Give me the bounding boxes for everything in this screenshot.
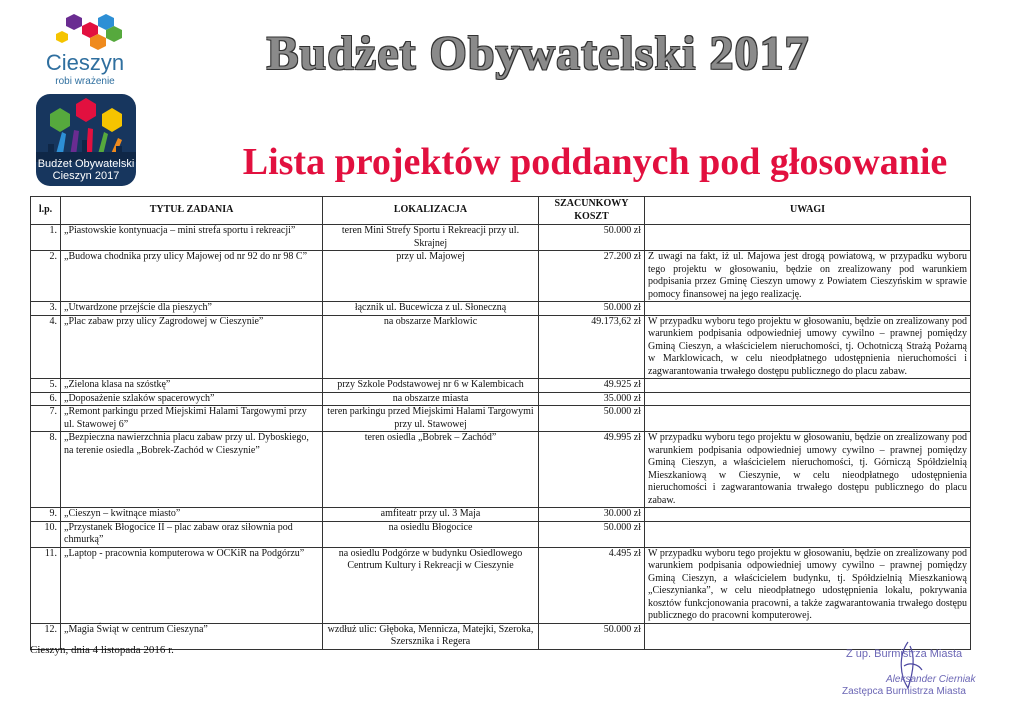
cell-cost: 50.000 zł <box>539 521 645 547</box>
cell-notes <box>645 521 971 547</box>
table-row <box>31 379 971 393</box>
cell-notes <box>645 392 971 406</box>
cell-location: na obszarze Marklowic <box>323 315 539 379</box>
cell-title: „Piastowskie kontynuacja – mini strefa sportu i rekreacji” <box>61 225 323 251</box>
cell-title: „Zielona klasa na szóstkę” <box>61 379 323 393</box>
cell-lp: 6. <box>31 392 61 406</box>
cell-lp: 12. <box>31 623 61 649</box>
cell-lp: 1. <box>31 225 61 251</box>
cell-location: łącznik ul. Bucewicza z ul. Słoneczną <box>323 302 539 316</box>
cell-notes: Z uwagi na fakt, iż ul. Majowa jest drogą powiatową, w przypadku wyboru tego projektu w głosowaniu, będzie on zrealizowany pod warunkiem podpisania przez Gminę Cieszyn umowy z Powiatem Cieszyńskim w sprawie pomocy finansowej na jego realizację. <box>645 251 971 302</box>
table-row <box>31 392 971 406</box>
cell-cost: 50.000 zł <box>539 623 645 649</box>
cell-notes: W przypadku wyboru tego projektu w głosowaniu, będzie on zrealizowany pod warunkiem podpisania odpowiedniej umowy cywilno – prawnej pomiędzy Gminą Cieszyn, a właścicielem nieruchomości, tj. Górniczą Spółdzielnią Mieszkaniową w Cieszynie, w celu nieodpłatnego udostępnienia nieruchomości i zagwarantowania trwałego dostępu publicznego do placu zabaw. <box>645 432 971 508</box>
table-row <box>31 302 971 316</box>
cell-location: na osiedlu Błogocice <box>323 521 539 547</box>
city-logo-hexagons-icon <box>52 12 132 52</box>
cell-lp: 8. <box>31 432 61 508</box>
table-row <box>31 432 971 508</box>
cell-location: teren osiedla „Bobrek – Zachód” <box>323 432 539 508</box>
table-row <box>31 251 971 302</box>
place-date: Cieszyn, dnia 4 listopada 2016 r. <box>30 644 174 656</box>
page-title: Budżet Obywatelski 2017 <box>266 27 810 80</box>
cell-cost: 50.000 zł <box>539 225 645 251</box>
header-cost: SZACUNKOWY KOSZT <box>539 197 645 225</box>
cell-location: przy ul. Majowej <box>323 251 539 302</box>
city-logo-name: Cieszyn <box>45 50 125 75</box>
cell-title: „Cieszyn – kwitnące miasto” <box>61 508 323 522</box>
page-subtitle: Lista projektów poddanych pod głosowanie <box>242 141 948 183</box>
cell-location: przy Szkole Podstawowej nr 6 w Kalembicach <box>323 379 539 393</box>
table-row <box>31 315 971 379</box>
cell-lp: 11. <box>31 547 61 623</box>
cell-notes <box>645 508 971 522</box>
cell-cost: 49.173,62 zł <box>539 315 645 379</box>
budget-logo <box>36 94 136 186</box>
cell-title: „Budowa chodnika przy ulicy Majowej od nr 92 do nr 98 C” <box>61 251 323 302</box>
cell-cost: 50.000 zł <box>539 406 645 432</box>
budget-logo-line1: Budżet Obywatelski <box>37 158 135 170</box>
cell-cost: 27.200 zł <box>539 251 645 302</box>
signature-block <box>838 636 988 716</box>
cell-title: „Utwardzone przejście dla pieszych” <box>61 302 323 316</box>
cell-notes: W przypadku wyboru tego projektu w głosowaniu, będzie on zrealizowany pod warunkiem podpisania odpowiedniej umowy cywilno – prawnej pomiędzy Gminą Cieszyn, a właścicielem budynku, tj. Spółdzielnią Mieszkaniową „Cieszynianka”, w celu nieodpłatnego udostępnienia lokalu, pokrywania kosztów funkcjonowania pracowni, a także zagwarantowania trwałego dostępu publicznego do pracowni komputerowej. <box>645 547 971 623</box>
table-row <box>31 521 971 547</box>
cell-location: teren parkingu przed Miejskimi Halami Targowymi przy ul. Stawowej <box>323 406 539 432</box>
cell-notes <box>645 379 971 393</box>
table-header-row <box>31 197 971 225</box>
cell-title: „Doposażenie szlaków spacerowych” <box>61 392 323 406</box>
cell-location: teren Mini Strefy Sportu i Rekreacji przy ul. Skrajnej <box>323 225 539 251</box>
header-lp: l.p. <box>31 197 61 225</box>
cell-title: „Bezpieczna nawierzchnia placu zabaw przy ul. Dyboskiego, na terenie osiedla „Bobrek-Zachód w Cieszynie” <box>61 432 323 508</box>
signature-line2: Zastępca Burmistrza Miasta <box>842 686 966 697</box>
cell-lp: 7. <box>31 406 61 432</box>
table-row <box>31 547 971 623</box>
cell-location: amfiteatr przy ul. 3 Maja <box>323 508 539 522</box>
cell-cost: 30.000 zł <box>539 508 645 522</box>
cell-title: „Remont parkingu przed Miejskimi Halami Targowymi przy ul. Stawowej 6” <box>61 406 323 432</box>
table-row <box>31 406 971 432</box>
signature-line1: Z up. Burmistrza Miasta <box>846 648 963 660</box>
cell-cost: 50.000 zł <box>539 302 645 316</box>
cell-title: „Magia Świąt w centrum Cieszyna” <box>61 623 323 649</box>
cell-notes <box>645 225 971 251</box>
cell-notes <box>645 406 971 432</box>
cell-lp: 9. <box>31 508 61 522</box>
cell-title: „Laptop - pracownia komputerowa w OCKiR na Podgórzu” <box>61 547 323 623</box>
cell-title: „Przystanek Błogocice II – plac zabaw oraz siłownia pod chmurką” <box>61 521 323 547</box>
cell-location: na obszarze miasta <box>323 392 539 406</box>
table-row <box>31 225 971 251</box>
budget-logo-line2: Cieszyn 2017 <box>52 170 120 182</box>
projects-table <box>30 196 971 650</box>
cell-notes: W przypadku wyboru tego projektu w głosowaniu, będzie on zrealizowany pod warunkiem podpisania odpowiedniej umowy cywilno – prawnej pomiędzy Gminą Cieszyn, a właścicielem nieruchomości, tj. Ochotniczą Strażą Pożarną w Marklowicach, w celu nieodpłatnego udostępnienia nieruchomości i zagwarantowania trwałego dostępu publicznego do placu zabaw. <box>645 315 971 379</box>
cell-lp: 3. <box>31 302 61 316</box>
header-notes: UWAGI <box>645 197 971 225</box>
cell-lp: 10. <box>31 521 61 547</box>
cell-cost: 35.000 zł <box>539 392 645 406</box>
header-title: TYTUŁ ZADANIA <box>61 197 323 225</box>
cell-lp: 2. <box>31 251 61 302</box>
cell-lp: 4. <box>31 315 61 379</box>
cell-cost: 49.925 zł <box>539 379 645 393</box>
table-row <box>31 508 971 522</box>
signature-name: Aleksander Cierniak <box>886 674 976 685</box>
cell-location: na osiedlu Podgórze w budynku Osiedlowego Centrum Kultury i Rekreacji w Cieszynie <box>323 547 539 623</box>
city-logo <box>30 12 140 87</box>
cell-notes <box>645 302 971 316</box>
header-location: LOKALIZACJA <box>323 197 539 225</box>
cell-cost: 49.995 zł <box>539 432 645 508</box>
cell-lp: 5. <box>31 379 61 393</box>
city-logo-tagline: robi wrażenie <box>55 76 115 87</box>
cell-location: wzdłuż ulic: Głęboka, Mennicza, Matejki, Szeroka, Szersznika i Regera <box>323 623 539 649</box>
cell-title: „Plac zabaw przy ulicy Zagrodowej w Cieszynie” <box>61 315 323 379</box>
cell-cost: 4.495 zł <box>539 547 645 623</box>
